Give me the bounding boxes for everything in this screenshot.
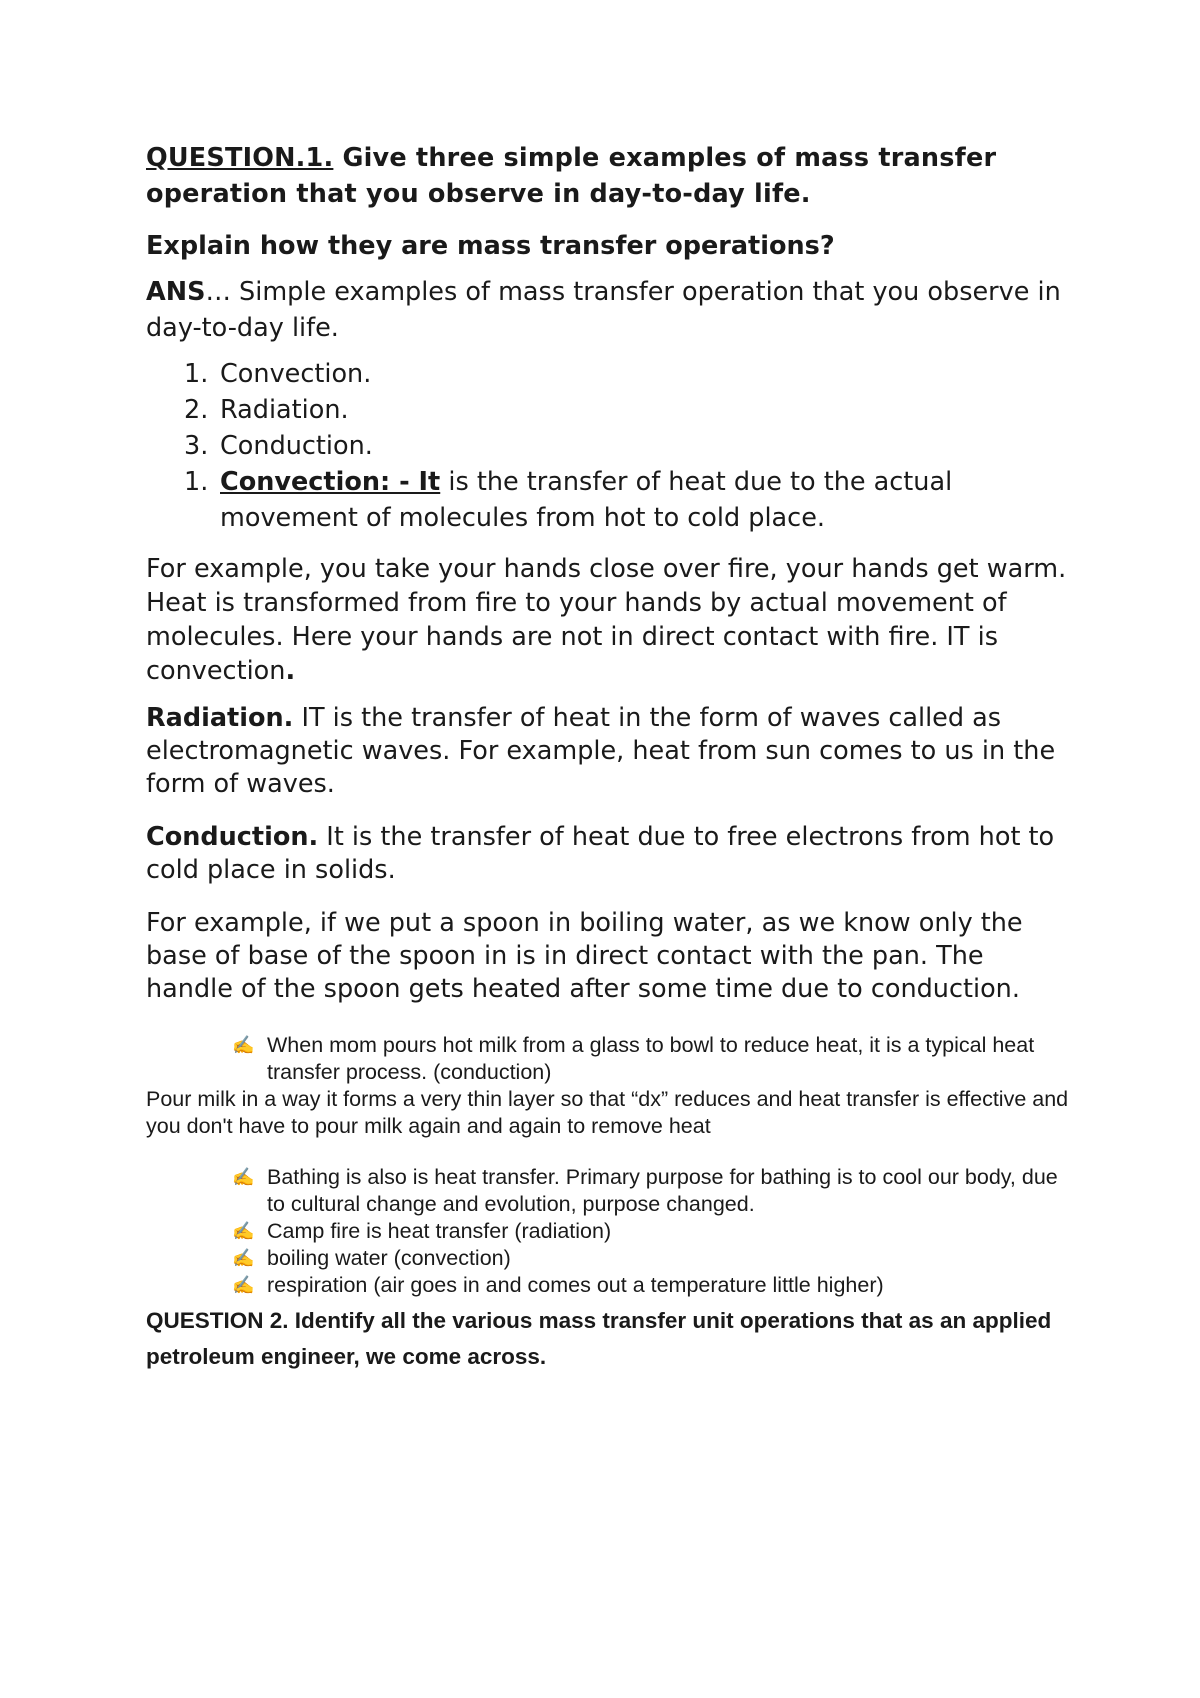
answer-intro [146,274,1076,346]
hand-writing-icon: ✍ [232,1248,255,1268]
hand-writing-icon: ✍ [232,1221,255,1241]
bullet-text: When mom pours hot milk from a glass to bowl to reduce heat, it is a typical heat transfer process. (conduction) [267,1033,1035,1084]
question-1 [146,140,1076,212]
examples-list [146,356,1076,536]
conduction-text: It is the transfer of heat due to free electrons from hot to cold place in solids. [146,822,1055,885]
question-1-explain: Explain how they are mass transfer operations? [146,231,835,261]
list-item [146,392,1076,428]
conduction-paragraph [146,821,1076,887]
conduction-example: For example, if we put a spoon in boiling water, as we know only the base of base of the spoon in is in direct contact with the pan. The handle of the spoon gets heated after some time due to conduction. [146,908,1023,1004]
convection-text: is the transfer of heat due to the actual movement of molecules from hot to cold place. [220,467,953,533]
list-number: 1. [184,359,209,389]
list-number: 3. [184,431,209,461]
list-item [146,1272,1076,1299]
list-number: 1. [184,467,209,497]
convection-example-end: . [285,656,296,686]
convection-definition [146,464,1076,536]
list-item [146,1218,1076,1245]
hand-writing-icon: ✍ [232,1035,255,1055]
milk-note: Pour milk in a way it forms a very thin layer so that “dx” reduces and heat transfer is effective and you don't have to pour milk again and again to remove heat [146,1087,1069,1138]
list-text: Radiation. [220,395,349,425]
bullet-text: respiration (air goes in and comes out a temperature little higher) [267,1273,884,1297]
list-text: Convection. [220,359,372,389]
hand-writing-icon: ✍ [232,1275,255,1295]
list-item [146,428,1076,464]
question-1-text: Give three simple examples of mass transfer operation that you observe in day-to-day life. [146,143,997,209]
bullet-text: Bathing is also is heat transfer. Primary purpose for bathing is to cool our body, due to cultural change and evolution, purpose changed. [267,1165,1058,1216]
hand-writing-icon: ✍ [232,1167,255,1187]
document-content [146,140,1076,1375]
bullet-list-a [146,1032,1076,1086]
list-item [146,1164,1076,1218]
radiation-paragraph [146,702,1076,801]
list-item [146,1245,1076,1272]
radiation-text: IT is the transfer of heat in the form of waves called as electromagnetic waves. For example, heat from sun comes to us in the form of waves. [146,703,1056,799]
convection-term: Convection: - It [220,467,441,497]
question-2: QUESTION 2. Identify all the various mass transfer unit operations that as an applied petroleum engineer, we come across. [146,1308,1052,1369]
list-text: Conduction. [220,431,373,461]
answer-text: … Simple examples of mass transfer operation that you observe in day-to-day life. [146,277,1061,343]
convection-example-text: For example, you take your hands close over fire, your hands get warm. Heat is transformed from fire to your hands by actual movement of molecules. Here your hands are not in direct contact with fire. IT is convection [146,554,1067,686]
list-item [146,1032,1076,1086]
question-1-label: QUESTION.1. [146,143,334,173]
answer-label: ANS [146,277,206,307]
list-item [146,356,1076,392]
bullet-text: Camp fire is heat transfer (radiation) [267,1219,612,1243]
conduction-term: Conduction. [146,822,319,852]
convection-example [146,552,1076,688]
bullet-text: boiling water (convection) [267,1246,511,1270]
list-number: 2. [184,395,209,425]
bullet-list-b [146,1164,1076,1299]
radiation-term: Radiation. [146,703,294,733]
